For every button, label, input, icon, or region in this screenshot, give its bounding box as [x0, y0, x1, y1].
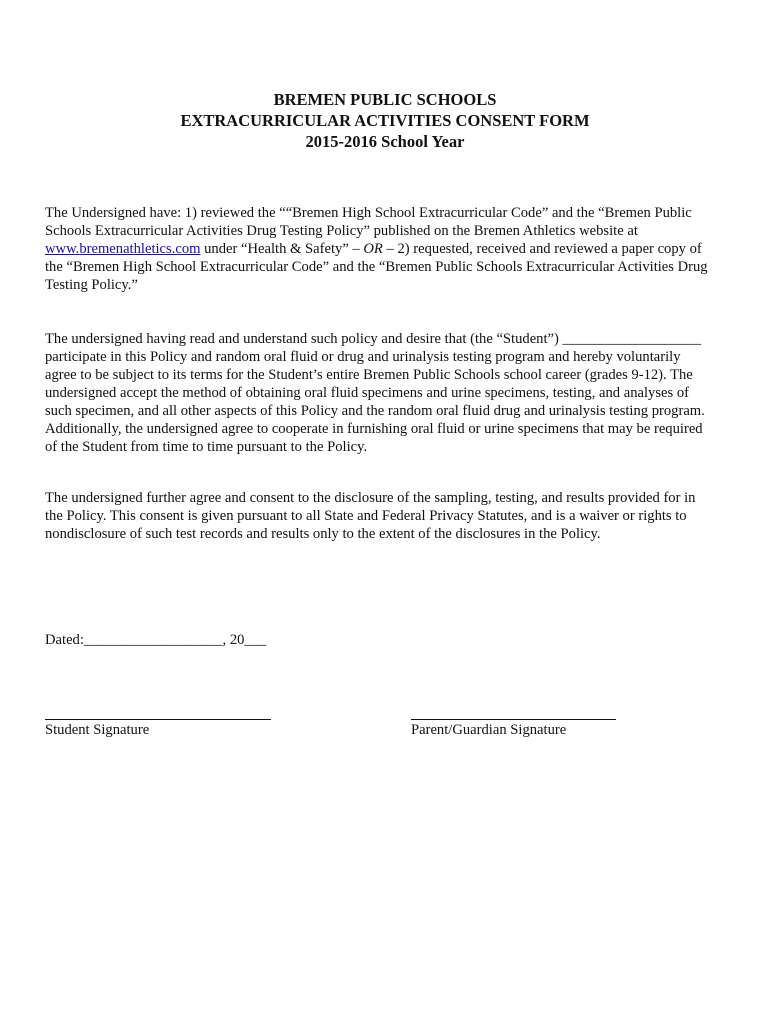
- consent-line-3: agree to be subject to its terms for the Student’s entire Bremen Public Schools school career (grades 9-12). The: [45, 367, 693, 383]
- review-line-2: Schools Extracurricular Activities Drug Testing Policy” published on the Bremen Athletics website at: [45, 223, 638, 239]
- parent-signature-label: Parent/Guardian Signature: [411, 722, 567, 738]
- consent-line-6: Additionally, the undersigned agree to cooperate in furnishing oral fluid or urine specimens that may be required: [45, 421, 703, 437]
- consent-line-5: such specimen, and all other aspects of this Policy and the random oral fluid drug and urinalysis testing program.: [45, 403, 705, 419]
- consent-line-1[interactable]: The undersigned having read and understand such policy and desire that (the “Student”) ___________________: [45, 331, 702, 347]
- consent-line-2: participate in this Policy and random oral fluid or drug and urinalysis testing program and hereby voluntarily: [45, 349, 681, 365]
- consent-line-7: of the Student from time to time pursuant to the Policy.: [45, 439, 368, 455]
- review-line-1: The Undersigned have: 1) reviewed the ““Bremen High School Extracurricular Code” and the “Bremen Public: [45, 205, 692, 221]
- form-title-heading: EXTRACURRICULAR ACTIVITIES CONSENT FORM: [180, 111, 590, 130]
- review-line-4: the “Bremen High School Extracurricular Code” and the “Bremen Public Schools Extracurricular Activities Drug: [45, 259, 708, 275]
- athletics-website-link[interactable]: www.bremenathletics.com: [45, 241, 201, 257]
- student-signature-line[interactable]: [45, 719, 271, 720]
- disclosure-paragraph: [45, 489, 735, 543]
- disclosure-line-2: the Policy. This consent is given pursuant to all State and Federal Privacy Statutes, and is a waiver or rights to: [45, 508, 687, 524]
- review-line-3-text: under “Health & Safety” –: [200, 241, 364, 257]
- disclosure-line-3: nondisclosure of such test records and results only to the extent of the disclosures in the Policy.: [45, 526, 601, 542]
- review-line-5: Testing Policy.”: [45, 277, 138, 293]
- form-header: [0, 89, 770, 152]
- dated-field[interactable]: Dated:___________________, 20___: [45, 632, 267, 648]
- consent-line-4: undersigned accept the method of obtaining oral fluid specimens and urine specimens, testing, and analyses of: [45, 385, 689, 401]
- parent-signature-line[interactable]: [411, 719, 616, 720]
- review-line-3-end: – 2) requested, received and reviewed a paper copy of: [382, 241, 702, 257]
- school-year-heading: 2015-2016 School Year: [305, 132, 465, 151]
- school-name-heading: BREMEN PUBLIC SCHOOLS: [273, 90, 497, 109]
- or-text: OR: [363, 241, 383, 257]
- disclosure-line-1: The undersigned further agree and consent to the disclosure of the sampling, testing, and results provided for in: [45, 490, 696, 506]
- consent-paragraph: [45, 330, 735, 456]
- student-signature-label: Student Signature: [45, 722, 150, 738]
- review-paragraph: [45, 204, 735, 294]
- review-line-3: [45, 240, 735, 258]
